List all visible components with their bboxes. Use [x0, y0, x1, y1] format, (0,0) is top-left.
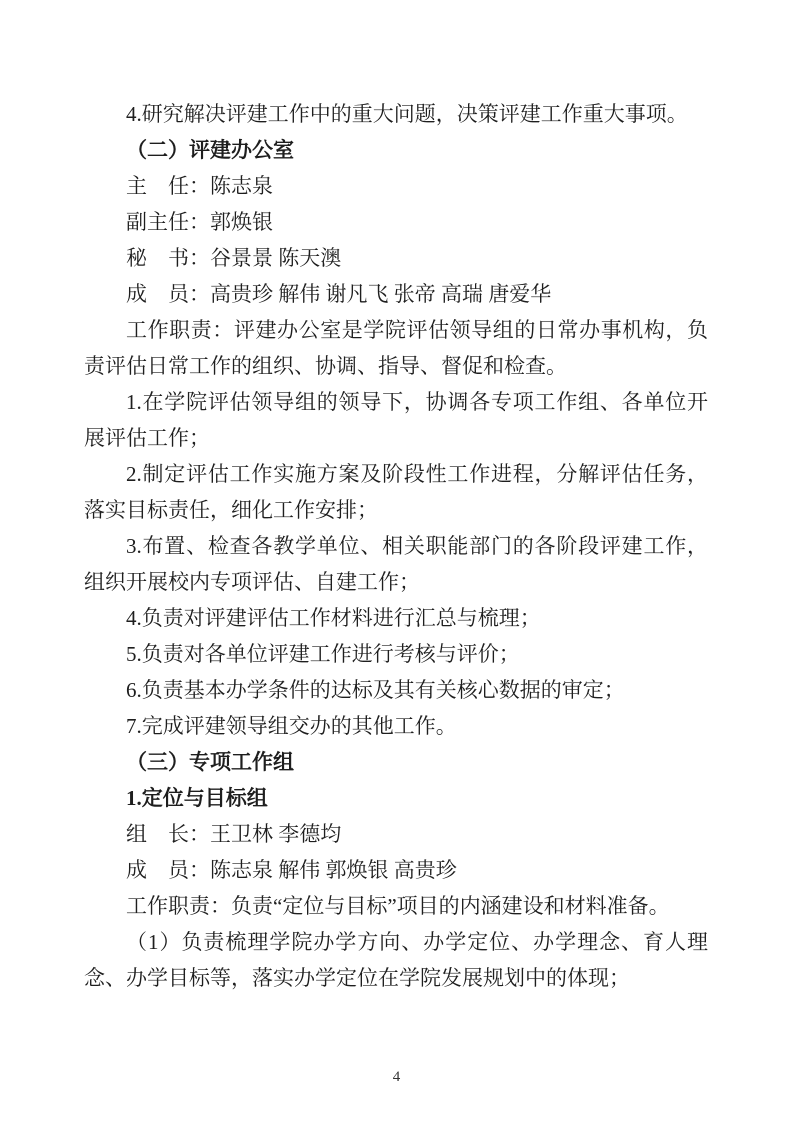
group-duty-1: （1）负责梳理学院办学方向、办学定位、办学理念、育人理念、办学目标等，落实办学定位在学院发展规划中的体现； [84, 930, 708, 990]
office-duties-intro: 工作职责：评建办公室是学院评估领导组的日常办事机构，负责评估日常工作的组织、协调、指导、督促和检查。 [84, 318, 708, 378]
document-body [84, 96, 708, 996]
office-duty-3: 3.布置、检查各教学单位、相关职能部门的各阶段评建工作，组织开展校内专项评估、自建工作； [84, 534, 708, 594]
staff-line-members: 成 员：高贵珍 解伟 谢凡飞 张帝 高瑞 唐爱华 [126, 282, 552, 306]
office-duty-7: 7.完成评建领导组交办的其他工作。 [126, 714, 457, 738]
heading-special-work-groups: （三）专项工作组 [126, 750, 294, 774]
staff-line-director: 主 任：陈志泉 [126, 174, 273, 198]
staff-line-deputy-director: 副主任：郭焕银 [126, 210, 273, 234]
item-resolve-major-issues: 4.研究解决评建工作中的重大问题，决策评建工作重大事项。 [126, 102, 688, 126]
group-line-members: 成 员：陈志泉 解伟 郭焕银 高贵珍 [126, 858, 457, 882]
heading-evaluation-office: （二）评建办公室 [126, 138, 294, 162]
office-duty-1: 1.在学院评估领导组的领导下，协调各专项工作组、各单位开展评估工作； [84, 390, 708, 450]
page-number: 4 [392, 1069, 401, 1085]
office-duty-2: 2.制定评估工作实施方案及阶段性工作进程，分解评估任务，落实目标责任，细化工作安排； [84, 462, 708, 522]
staff-line-secretary: 秘 书：谷景景 陈天澳 [126, 246, 342, 270]
heading-position-goal-group: 1.定位与目标组 [126, 786, 268, 810]
office-duty-6: 6.负责基本办学条件的达标及其有关核心数据的审定； [126, 678, 625, 702]
office-duty-5: 5.负责对各单位评建工作进行考核与评价； [126, 642, 520, 666]
office-duty-4: 4.负责对评建评估工作材料进行汇总与梳理； [126, 606, 541, 630]
group-line-leader: 组 长：王卫林 李德均 [126, 822, 342, 846]
group-duties-intro: 工作职责：负责“定位与目标”项目的内涵建设和材料准备。 [126, 894, 670, 918]
